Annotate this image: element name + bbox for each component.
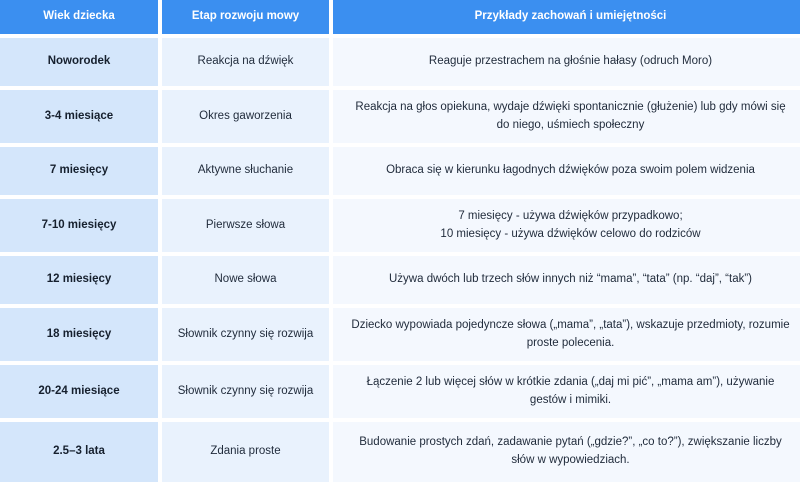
header-examples: Przykłady zachowań i umiejętności	[333, 0, 800, 34]
row-stage: Pierwsze słowa	[162, 199, 329, 252]
row-examples: Budowanie prostych zdań, zadawanie pytań („gdzie?”, „co to?”), zwiększanie liczby słów w wypowiedziach.	[333, 422, 800, 482]
header-age: Wiek dziecka	[0, 0, 158, 34]
row-stage: Okres gaworzenia	[162, 90, 329, 143]
row-examples: Obraca się w kierunku łagodnych dźwięków poza swoim polem widzenia	[333, 147, 800, 195]
row-age: 7 miesięcy	[0, 147, 158, 195]
row-examples: Używa dwóch lub trzech słów innych niż “mama”, “tata” (np. “daj”, “tak”)	[333, 256, 800, 304]
row-age: 7-10 miesięcy	[0, 199, 158, 252]
row-age: 20-24 miesiące	[0, 365, 158, 418]
row-stage: Aktywne słuchanie	[162, 147, 329, 195]
row-stage: Słownik czynny się rozwija	[162, 308, 329, 361]
row-age: 12 miesięcy	[0, 256, 158, 304]
row-examples: Łączenie 2 lub więcej słów w krótkie zdania („daj mi pić”, „mama am”), używanie gestów i mimiki.	[333, 365, 800, 418]
row-age: Noworodek	[0, 38, 158, 86]
row-examples: Dziecko wypowiada pojedyncze słowa („mama”, „tata”), wskazuje przedmioty, rozumie proste polecenia.	[333, 308, 800, 361]
row-examples: Reakcja na głos opiekuna, wydaje dźwięki spontanicznie (głużenie) lub gdy mówi się do niego, uśmiech społeczny	[333, 90, 800, 143]
row-age: 3-4 miesiące	[0, 90, 158, 143]
row-examples: Reaguje przestrachem na głośnie hałasy (odruch Moro)	[333, 38, 800, 86]
header-stage: Etap rozwoju mowy	[162, 0, 329, 34]
row-stage: Zdania proste	[162, 422, 329, 482]
row-examples: 7 miesięcy - używa dźwięków przypadkowo; 10 miesięcy - używa dźwięków celowo do rodziców	[333, 199, 800, 252]
row-age: 18 miesięcy	[0, 308, 158, 361]
row-stage: Reakcja na dźwięk	[162, 38, 329, 86]
row-stage: Nowe słowa	[162, 256, 329, 304]
row-age: 2.5–3 lata	[0, 422, 158, 482]
row-stage: Słownik czynny się rozwija	[162, 365, 329, 418]
